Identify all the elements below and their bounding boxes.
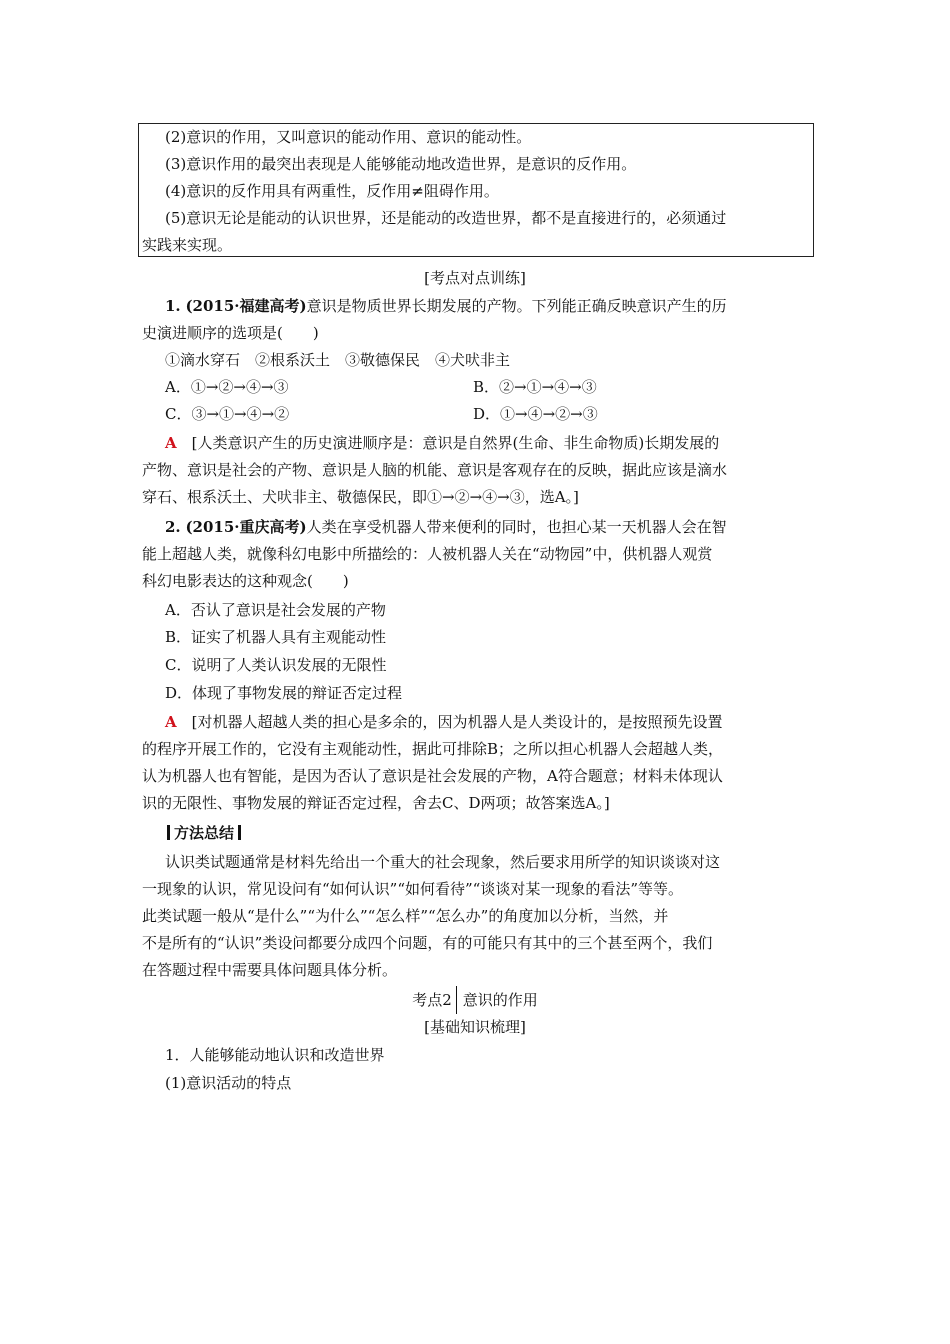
method-line: 此类试题一般从“是什么”“为什么”“怎么样”“怎么办”的角度加以分析，当然，并 [142, 907, 669, 925]
box-line: 实践来实现。 [142, 236, 233, 254]
q1-option-b: B．②→①→④→③ [473, 378, 597, 396]
q1-option-a: A．①→②→④→③ [165, 378, 289, 396]
box-line: (2)意识的作用，又叫意识的能动作用、意识的能动性。 [165, 128, 532, 146]
method-line: 不是所有的“认识”类设问都要分成四个问题，有的可能只有其中的三个甚至两个，我们 [142, 934, 713, 952]
q1-stem-cont: 史演进顺序的选项是( ) [142, 324, 319, 342]
q1-option-c: C．③→①→④→② [165, 405, 290, 423]
box-line: (5)意识无论是能动的认识世界，还是能动的改造世界，都不是直接进行的，必须通过 [165, 209, 727, 227]
method-line: 在答题过程中需要具体问题具体分析。 [142, 961, 398, 979]
box-line: (3)意识作用的最突出表现是人能够能动地改造世界，是意识的反作用。 [165, 155, 637, 173]
method-summary-heading [163, 822, 245, 844]
q1-expl-line: 产物、意识是社会的产物、意识是人脑的机能、意识是客观存在的反映，据此应该是滴水 [142, 461, 728, 479]
q2-option-c: C．说明了人类认识发展的无限性 [165, 656, 387, 674]
q2-option-d: D．体现了事物发展的辩证否定过程 [165, 684, 403, 702]
section-1-title: 1．人能够能动地认识和改造世界 [165, 1046, 385, 1064]
section-1-subtitle: (1)意识活动的特点 [165, 1074, 292, 1092]
method-title: 方法总结 [174, 824, 235, 842]
q1-answer: A [165, 434, 177, 452]
training-heading: [考点对点训练] [424, 269, 526, 287]
q2-answer: A [165, 713, 177, 731]
box-line: (4)意识的反作用具有两重性，反作用≠阻碍作用。 [165, 182, 499, 200]
q2-number: 2. [165, 518, 181, 536]
q2-stem-cont: 科幻电影表达的这种观念( ) [142, 572, 349, 590]
q2-stem-cont: 能上超越人类，就像科幻电影中所描绘的：人被机器人关在“动物园”中，供机器人观赏 [142, 545, 713, 563]
q2-option-b: B．证实了机器人具有主观能动性 [165, 628, 387, 646]
kaodian-label: 考点2 [412, 986, 457, 1014]
q1-stem [165, 292, 727, 320]
kaodian-title: 意识的作用 [462, 991, 538, 1009]
q2-explanation [165, 708, 723, 736]
method-line: 一现象的认识，常见设问有“如何认识”“如何看待”“谈谈对某一现象的看法”等等。 [142, 880, 684, 898]
section-heading [0, 986, 950, 1014]
method-line: 认识类试题通常是材料先给出一个重大的社会现象，然后要求用所学的知识谈谈对这 [165, 853, 721, 871]
q1-items: ①滴水穿石 ②根系沃土 ③敬德保民 ④犬吠非主 [165, 351, 511, 369]
bar-icon [167, 825, 170, 840]
q1-option-d: D．①→④→②→③ [473, 405, 598, 423]
q1-expl-line: [人类意识产生的历史演进顺序是：意识是自然界(生命、非生命物质)长期发展的 [191, 434, 720, 452]
q2-expl-line: [对机器人超越人类的担心是多余的，因为机器人是人类设计的，是按照预先设置 [191, 713, 723, 731]
q2-expl-line: 的程序开展工作的，它没有主观能动性，据此可排除B；之所以担心机器人会超越人类， [142, 740, 724, 758]
q2-expl-line: 认为机器人也有智能，是因为否认了意识是社会发展的产物，A符合题意；材料未体现认 [142, 767, 723, 785]
q1-expl-line: 穿石、根系沃土、犬吠非主、敬德保民，即①→②→④→③，选A。] [142, 488, 579, 506]
q1-stem-text: 意识是物质世界长期发展的产物。下列能正确反映意识产生的历 [306, 297, 727, 315]
q2-stem [165, 513, 727, 541]
q2-option-a: A．否认了意识是社会发展的产物 [165, 601, 386, 619]
q1-explanation [165, 429, 719, 457]
q1-source: (2015·福建高考) [185, 297, 307, 315]
q2-stem-text: 人类在享受机器人带来便利的同时，也担心某一天机器人会在智 [306, 518, 727, 536]
q1-number: 1. [165, 297, 181, 315]
q2-expl-line: 识的无限性、事物发展的辩证否定过程，舍去C、D两项；故答案选A。] [142, 794, 610, 812]
bar-icon [238, 825, 241, 840]
q2-source: (2015·重庆高考) [185, 518, 307, 536]
basics-heading: [基础知识梳理] [424, 1018, 526, 1036]
